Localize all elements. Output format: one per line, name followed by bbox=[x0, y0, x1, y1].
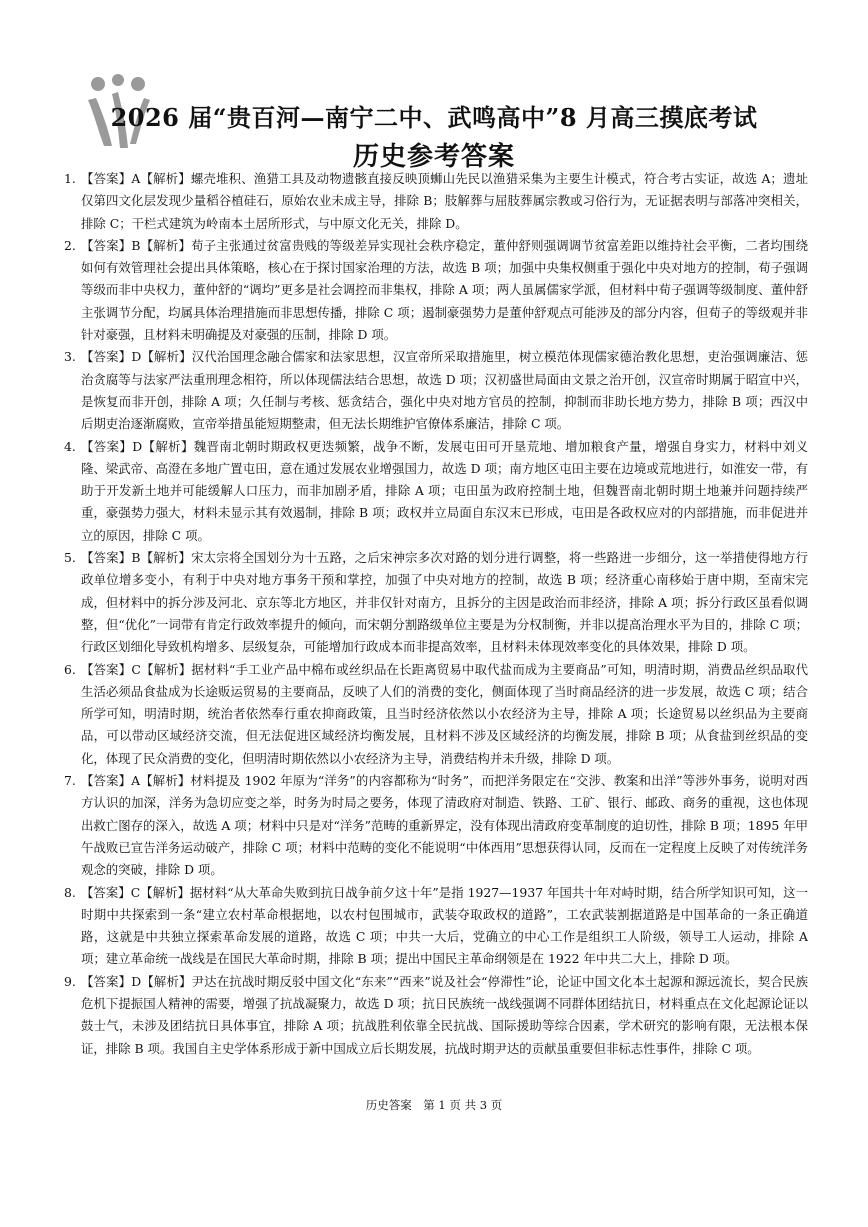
question-number: 9. bbox=[64, 973, 76, 989]
answer-text: 【答案】C【解析】据材料“从大革命失败到抗日战争前夕这十年”是指 1927—1937 年国共十年对峙时期，结合所学知识可知，这一时期中共探索到一条“建立农村革命根据地，以农村包围城市，武装夺取政权的道路”，工农武装割据道路是中国革命的一条正确道路，这就是中共独立探索革命发展的道路，故选 C 项；中共一大后，党确立的中心工作是组织工人阶级，领导工人运动，排除 A 项；建立革命统一战线是在国民大革命时期，排除 B 项；提出中国民主革命纲领是在 1922 年中共二大上，排除 D 项。 bbox=[81, 884, 808, 967]
exam-title: 2026 届“贵百河—南宁二中、武鸣高中”8 月高三摸底考试 bbox=[110, 103, 758, 132]
answer-text: 【答案】B【解析】荀子主张通过贫富贵贱的等级差异实现社会秩序稳定，董仲舒则强调调节贫富差距以维持社会平衡，二者均围绕如何有效管理社会提出具体策略，核心在于探讨国家治理的方法，故选 B 项；加强中央集权侧重于强化中央对地方的控制，荀子强调等级而非中央权力，董仲舒的“调均”更多是社会调控而非集权，排除 A 项；两人虽属儒家学派，但材料中荀子强调等级制度、董仲舒主张调节分配，均属具体治理措施而非思想传播，排除 C 项；遏制豪强势力是董仲舒观点可能涉及的部分内容，但荀子的等级观并非针对豪强，且材料未明确提及对豪强的压制，排除 D 项。 bbox=[81, 237, 808, 343]
question-number: 1. bbox=[64, 171, 76, 186]
page-footer: 历史答案 第 1 页 共 3 页 bbox=[365, 1098, 503, 1112]
question-number: 8. bbox=[64, 884, 76, 900]
answer-text: 【答案】C【解析】据材料“手工业产品中棉布或丝织品在长距离贸易中取代盐而成为主要商品”可知，明清时期，消费品丝织品取代生活必须品食盐成为长途贩运贸易的主要商品，反映了人们的消费的变化，侧面体现了当时商品经济的进一步发展，故选 C 项；结合所学可知，明清时期，统治者依然奉行重农抑商政策，且当时经济依然以小农经济为主导，排除 A 项；长途贸易以丝织品为主要商品，可以带动区域经济交流，但无法促进区域经济均衡发展，且材料不涉及区域经济的均衡发展，排除 B 项；从食盐到丝织品的变化，体现了民众消费的变化，但明清时期依然以小农经济为主导，消费结构并未升级，排除 D 项。 bbox=[81, 661, 808, 766]
answer-text: 【答案】D【解析】魏晋南北朝时期政权更迭频繁，战争不断，发展屯田可开垦荒地、增加粮食产量，增强自身实力，材料中刘义隆、梁武帝、高澄在多地广置屯田，意在通过发展农业增强国力，故选 D 项；南方地区屯田主要在边境或荒地进行，如淮安一带，有助于开发新土地并可能缓解人口压力，而非加剧矛盾，排除 A 项；屯田虽为政府控制土地，但魏晋南北朝时期土地兼并问题持续严重，豪强势力强大，材料未显示其有效遏制，排除 B 项；政权并立局面自东汉末已形成，屯田是各政权应对的内部措施，而非促进并立的原因，排除 C 项。 bbox=[81, 438, 808, 543]
question-number: 6. bbox=[64, 661, 76, 677]
answer-item bbox=[64, 770, 808, 881]
question-number: 5. bbox=[64, 550, 76, 566]
question-number: 4. bbox=[64, 438, 76, 454]
answer-text: 【答案】A【解析】螺壳堆积、渔猎工具及动物遗骸直接反映顶蛳山先民以渔猎采集为主要生计模式，符合考古实证，故选 A；遗址仅第四文化层发现少量稻谷植硅石，原始农业未成主导，排除 B；肢解葬与屈肢葬属宗教或习俗行为，无证据表明与部落冲突相关，排除 C；干栏式建筑为岭南本土居所形式，与中原文化无关，排除 D。 bbox=[81, 171, 808, 231]
answer-text: 【答案】A【解析】材料提及 1902 年原为“洋务”的内容都称为“时务”，而把洋务限定在“交涉、教案和出洋”等涉外事务，说明对西方认识的加深，洋务为急切应变之举，时务为时局之要务，体现了清政府对制造、铁路、工矿、银行、邮政、商务的重视，这也体现出救亡图存的深入，故选 A 项；材料中只是对“洋务”范畴的重新界定，没有体现出清政府变革制度的迫切性，排除 B 项；1895 年甲午战败已宣告洋务运动破产，排除 C 项；材料中范畴的变化不能说明“中体西用”思想获得认同，反而在一定程度上反映了对传统洋务观念的突破，排除 D 项。 bbox=[81, 773, 808, 878]
answer-text: 【答案】D【解析】尹达在抗战时期反驳中国文化“东来”“西来”说及社会“停滞性”论，论证中国文化本土起源和源远流长，契合民族危机下提振国人精神的需要，增强了抗战凝聚力，故选 D 项；抗日民族统一战线强调不同群体团结抗日，材料重点在文化起源论证以鼓士气，未涉及团结抗日具体事宜，排除 A 项；抗战胜利依靠全民抗战、国际援助等综合因素，学术研究的影响有限，无法根本保证，排除 B 项。我国自主史学体系形成于新中国成立后长期发展，抗战时期尹达的贡献虽重要但非标志性事件，排除 C 项。 bbox=[81, 973, 808, 1056]
answer-list bbox=[64, 168, 808, 1060]
question-number: 3. bbox=[64, 349, 76, 365]
answer-item bbox=[64, 547, 808, 658]
answer-item bbox=[64, 235, 808, 346]
question-number: 2. bbox=[64, 237, 76, 253]
answer-item bbox=[64, 882, 808, 971]
answer-item bbox=[64, 971, 808, 1060]
question-number: 7. bbox=[64, 773, 76, 789]
answer-item bbox=[64, 659, 808, 770]
exam-subtitle: 历史参考答案 bbox=[352, 142, 515, 172]
answer-item bbox=[64, 346, 808, 435]
answer-text: 【答案】B【解析】宋太宗将全国划分为十五路，之后宋神宗多次对路的划分进行调整，将一些路进一步细分，这一举措使得地方行政单位增多变小，有利于中央对地方事务干预和掌控，加强了中央对地方的控制，故选 B 项；经济重心南移始于唐中期，至南宋完成，但材料中的拆分涉及河北、京东等北方地区，并非仅针对南方，且拆分的主因是政治而非经济，排除 A 项；拆分行政区虽看似调整，但“优化”一词带有肯定行政效率提升的倾向，而宋朝分割路级单位主要是为分权制衡，并非以提高治理水平为目的，排除 C 项；行政区划细化导致机构增多、层级复杂，可能增加行政成本而非提高效率，且材料未体现效率变化的具体效果，排除 D 项。 bbox=[81, 550, 808, 655]
answer-item bbox=[64, 168, 808, 235]
answer-text: 【答案】D【解析】汉代治国理念融合儒家和法家思想，汉宣帝所采取措施里，树立模范体现儒家德治教化思想，吏治强调廉洁、惩治贪腐等与法家严法重刑理念相符，所以体现儒法结合思想，故选 D 项；汉初盛世局面由文景之治开创，汉宣帝时期属于昭宣中兴，是恢复而非开创，排除 A 项；久任制与考核、惩贪结合，强化中央对地方官员的控制，抑制而非助长地方势力，排除 B 项；西汉中后期吏治逐渐腐败，宣帝举措虽能短期整肃，但无法长期维护官僚体系廉洁，排除 C 项。 bbox=[81, 349, 808, 432]
answer-item bbox=[64, 436, 808, 547]
